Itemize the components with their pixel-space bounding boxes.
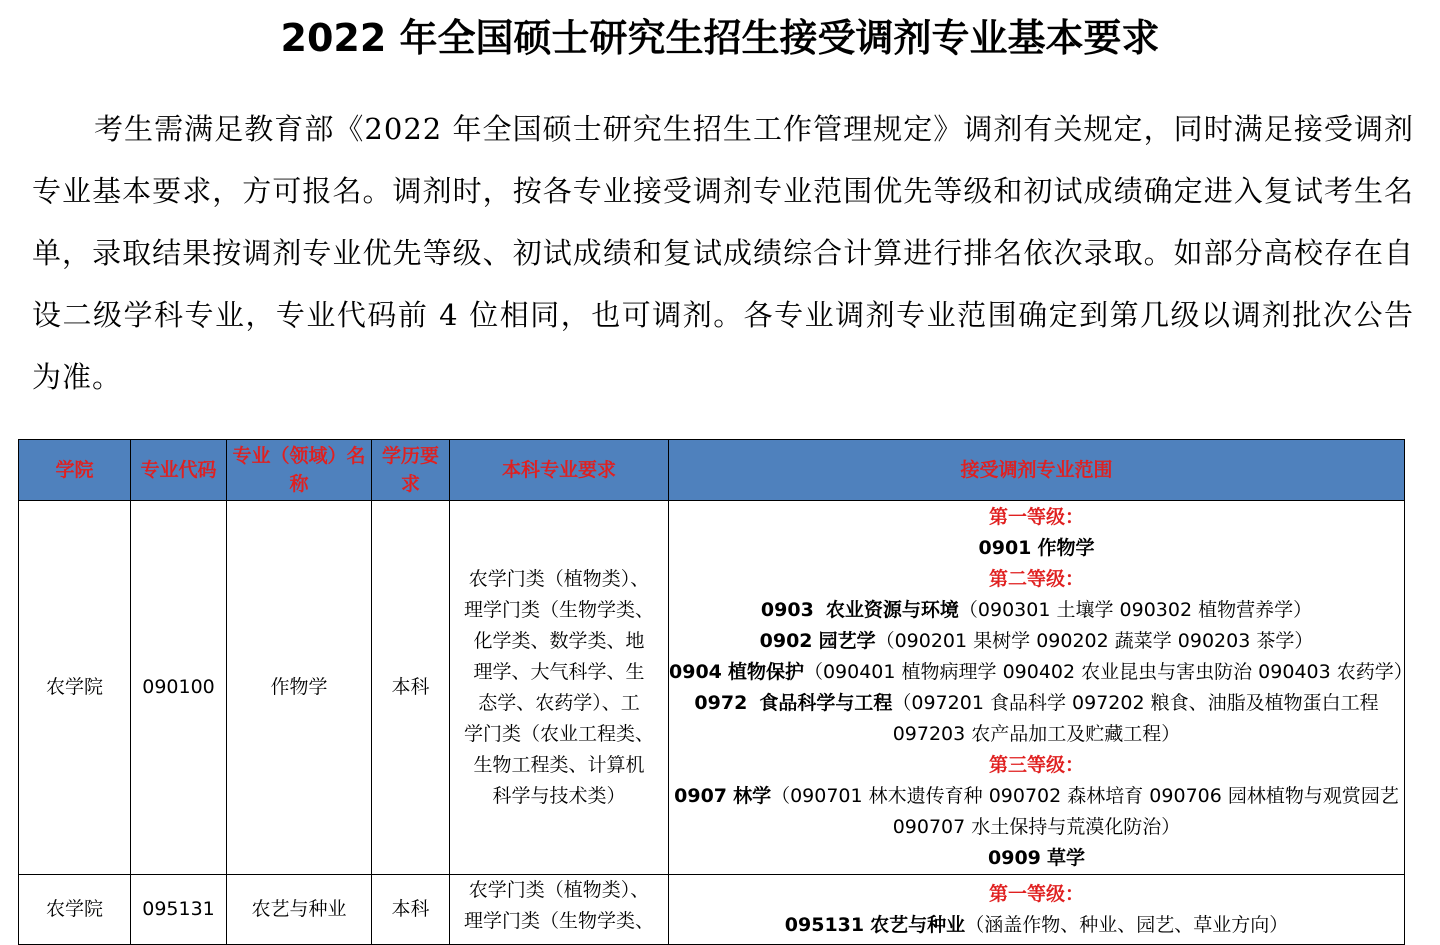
scope-entry xyxy=(669,688,1404,719)
cell-ug-requirement xyxy=(450,875,669,945)
ug-req-line: 农学门类（植物类）、 xyxy=(468,879,650,901)
cell-college: 农学院 xyxy=(19,501,131,875)
level-label: 第三等级： xyxy=(988,753,1084,776)
scope-name: 林学 xyxy=(733,784,772,807)
scope-code: 095131 xyxy=(784,913,865,936)
scope-entry xyxy=(669,781,1404,812)
scope-detail: （090701 林木遗传育种 090702 森林培育 090706 园林植物与观赏园艺 xyxy=(771,784,1399,807)
table-header-row xyxy=(19,440,1405,501)
scope-detail-cont: 090707 水土保持与荒漠化防治） xyxy=(892,815,1181,838)
scope-entry xyxy=(669,843,1404,874)
cell-college: 农学院 xyxy=(19,875,131,945)
cell-scope xyxy=(669,875,1405,945)
scope-name: 植物保护 xyxy=(727,660,804,683)
level-label: 第一等级： xyxy=(988,505,1084,528)
cell-major: 作物学 xyxy=(227,501,372,875)
scope-code: 0902 xyxy=(759,629,813,652)
scope-name: 草学 xyxy=(1046,846,1085,869)
header-ug-requirement: 本科专业要求 xyxy=(450,440,669,501)
cell-major: 农艺与种业 xyxy=(227,875,372,945)
ug-req-line: 农学门类（植物类）、 xyxy=(468,567,650,590)
ug-req-line: 生物工程类、计算机 xyxy=(473,753,645,776)
ug-req-line: 学门类（农业工程类、 xyxy=(463,722,654,745)
scope-entry xyxy=(669,595,1404,626)
scope-code: 0901 xyxy=(978,536,1032,559)
scope-detail: （090201 果树学 090202 蔬菜学 090203 茶学） xyxy=(875,629,1314,652)
scope-entry xyxy=(669,626,1404,657)
scope-code: 0909 xyxy=(988,846,1041,869)
scope-detail: （097201 食品科学 097202 粮食、油脂及植物蛋白工程 xyxy=(892,691,1379,714)
scope-detail: （090401 植物病理学 090402 农业昆虫与害虫防治 090403 农药学） xyxy=(803,660,1413,683)
ug-req-line: 化学类、数学类、地 xyxy=(473,629,645,652)
level-label: 第二等级： xyxy=(988,567,1084,590)
table-row xyxy=(19,875,1405,945)
level-label: 第一等级： xyxy=(988,882,1084,905)
ug-req-line: 理学门类（生物学类、 xyxy=(463,910,654,932)
scope-entry xyxy=(669,657,1413,688)
scope-code: 0907 xyxy=(674,784,728,807)
scope-code: 0903 xyxy=(760,598,814,621)
scope-entry xyxy=(669,533,1404,564)
scope-name: 园艺学 xyxy=(818,629,876,652)
scope-code: 0972 xyxy=(694,691,748,714)
scope-detail: （090301 土壤学 090302 植物营养学） xyxy=(958,598,1313,621)
cell-code: 090100 xyxy=(131,501,227,875)
header-degree: 学历要求 xyxy=(372,440,450,501)
header-major: 专业（领域）名称 xyxy=(227,440,372,501)
cell-degree: 本科 xyxy=(372,501,450,875)
header-college: 学院 xyxy=(19,440,131,501)
scope-detail: （涵盖作物、种业、园艺、草业方向） xyxy=(965,913,1289,936)
ug-req-line: 理学、大气科学、生 xyxy=(473,660,645,683)
scope-entry xyxy=(669,910,1404,941)
cell-ug-requirement xyxy=(450,501,669,875)
scope-code: 0904 xyxy=(669,660,722,683)
table-row xyxy=(19,501,1405,875)
cell-degree: 本科 xyxy=(372,875,450,945)
scope-detail-cont: 097203 农产品加工及贮藏工程） xyxy=(892,722,1181,745)
cell-code: 095131 xyxy=(131,875,227,945)
header-code: 专业代码 xyxy=(131,440,227,501)
scope-name: 食品科学与工程 xyxy=(759,691,893,714)
scope-name: 农业资源与环境 xyxy=(825,598,959,621)
adjustment-table xyxy=(18,439,1413,945)
scope-name: 农艺与种业 xyxy=(870,913,966,936)
ug-req-line: 态学、农药学）、工 xyxy=(478,691,640,714)
cell-scope xyxy=(669,501,1413,875)
ug-req-line: 理学门类（生物学类、 xyxy=(463,598,654,621)
scope-name: 作物学 xyxy=(1037,536,1095,559)
header-scope: 接受调剂专业范围 xyxy=(669,440,1405,501)
page-title: 2022 年全国硕士研究生招生接受调剂专业基本要求 xyxy=(280,16,1160,60)
intro-paragraph: 考生需满足教育部《2022 年全国硕士研究生招生工作管理规定》调剂有关规定，同时满足接受调剂专业基本要求，方可报名。调剂时，按各专业接受调剂专业范围优先等级和初试成绩确定进入复试考生名单，录取结果按调剂专业优先等级、初试成绩和复试成绩综合计算进行排名依次录取。如部分高校存在自设二级学科专业，专业代码前 4 位相同，也可调剂。各专业调剂专业范围确定到第几级以调剂批次公告为准。 xyxy=(32,112,1414,394)
ug-req-line: 科学与技术类） xyxy=(492,784,626,807)
